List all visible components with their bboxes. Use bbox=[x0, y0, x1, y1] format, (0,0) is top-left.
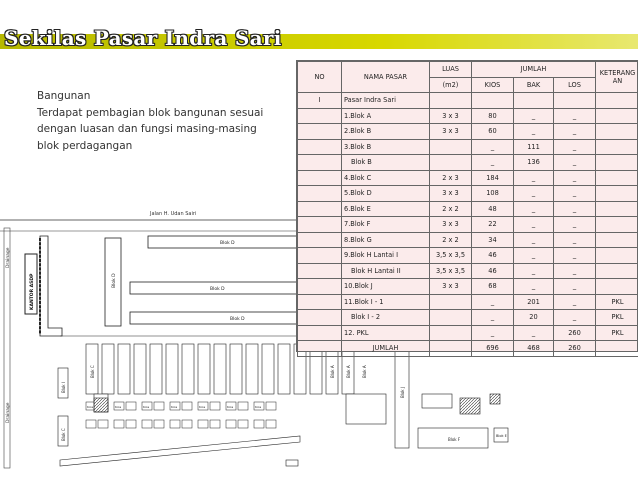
header-kios: KIOS bbox=[472, 77, 514, 93]
cell-no bbox=[298, 139, 342, 155]
cell-los: _ bbox=[554, 279, 596, 295]
cell-ket: PKL bbox=[596, 325, 638, 341]
drainage-label: Drainage bbox=[6, 247, 11, 268]
cell-kios: 46 bbox=[472, 263, 514, 279]
cell-nama: 3.Blok B bbox=[342, 139, 430, 155]
cell-luas: 3,5 x 3,5 bbox=[430, 248, 472, 264]
market-table bbox=[297, 61, 638, 357]
header-los: LOS bbox=[554, 77, 596, 93]
cell-nama: 7.Blok F bbox=[342, 217, 430, 233]
total-no bbox=[298, 341, 342, 357]
cell-ket bbox=[596, 170, 638, 186]
cell-no bbox=[298, 325, 342, 341]
cell-kios: _ bbox=[472, 139, 514, 155]
total-luas bbox=[430, 341, 472, 357]
cell-los: _ bbox=[554, 124, 596, 140]
office-label: KANTOR ASDP bbox=[30, 273, 35, 310]
cell-ket bbox=[596, 139, 638, 155]
cell-bak: _ bbox=[514, 124, 554, 140]
cell-los: _ bbox=[554, 232, 596, 248]
table-row bbox=[298, 232, 638, 248]
table-row bbox=[298, 263, 638, 279]
cell-ket bbox=[596, 279, 638, 295]
cell-no: I bbox=[298, 93, 342, 109]
cell-ket: PKL bbox=[596, 310, 638, 326]
cell-luas: 2 x 2 bbox=[430, 201, 472, 217]
cell-nama: Blok H Lantai II bbox=[342, 263, 430, 279]
table-row bbox=[298, 217, 638, 233]
cell-no bbox=[298, 186, 342, 202]
slide-title: Sekilas Pasar Indra Sari bbox=[4, 26, 282, 50]
cell-los: _ bbox=[554, 139, 596, 155]
cell-kios: 184 bbox=[472, 170, 514, 186]
cell-luas bbox=[430, 155, 472, 171]
cell-kios: _ bbox=[472, 294, 514, 310]
header-no: NO bbox=[298, 62, 342, 93]
cell-bak bbox=[514, 93, 554, 109]
cell-bak: _ bbox=[514, 263, 554, 279]
market-table-container bbox=[296, 60, 638, 352]
body-line: Bangunan bbox=[37, 90, 91, 102]
cell-no bbox=[298, 279, 342, 295]
cell-nama: 1.Blok A bbox=[342, 108, 430, 124]
block-label: Blok C bbox=[61, 428, 66, 441]
cell-los: _ bbox=[554, 217, 596, 233]
cell-bak: 111 bbox=[514, 139, 554, 155]
cell-luas: 2 x 2 bbox=[430, 232, 472, 248]
cell-no bbox=[298, 232, 342, 248]
lot-label: Kios bbox=[255, 405, 262, 409]
cell-luas bbox=[430, 139, 472, 155]
cell-nama: Pasar Indra Sari bbox=[342, 93, 430, 109]
header-keterangan: KETERANG AN bbox=[596, 62, 638, 93]
total-bak: 468 bbox=[514, 341, 554, 357]
cell-los: 260 bbox=[554, 325, 596, 341]
cell-no bbox=[298, 294, 342, 310]
cell-los: _ bbox=[554, 263, 596, 279]
cell-los: _ bbox=[554, 155, 596, 171]
cell-luas: 3,5 x 3,5 bbox=[430, 263, 472, 279]
cell-nama: 2.Blok B bbox=[342, 124, 430, 140]
lot-label: Kios bbox=[227, 405, 234, 409]
cell-ket bbox=[596, 108, 638, 124]
cell-los: _ bbox=[554, 108, 596, 124]
block-label: Blok I bbox=[61, 381, 66, 393]
lot-label: Kios bbox=[87, 405, 94, 409]
cell-luas: 3 x 3 bbox=[430, 186, 472, 202]
block-label: Blok A bbox=[330, 365, 335, 378]
cell-kios: 80 bbox=[472, 108, 514, 124]
table-row bbox=[298, 186, 638, 202]
cell-kios: 60 bbox=[472, 124, 514, 140]
cell-no bbox=[298, 217, 342, 233]
cell-ket bbox=[596, 124, 638, 140]
cell-ket bbox=[596, 248, 638, 264]
header-bak: BAK bbox=[514, 77, 554, 93]
header-luas: LUAS bbox=[430, 62, 472, 78]
cell-luas: 3 x 3 bbox=[430, 279, 472, 295]
lot-label: Kios bbox=[143, 405, 150, 409]
cell-nama: 6.Blok E bbox=[342, 201, 430, 217]
cell-bak: 20 bbox=[514, 310, 554, 326]
cell-kios: 46 bbox=[472, 248, 514, 264]
cell-ket bbox=[596, 201, 638, 217]
block-label: Blok D bbox=[210, 287, 225, 292]
cell-luas bbox=[430, 294, 472, 310]
cell-los: _ bbox=[554, 248, 596, 264]
table-row bbox=[298, 170, 638, 186]
cell-bak: _ bbox=[514, 248, 554, 264]
table-row bbox=[298, 155, 638, 171]
cell-ket bbox=[596, 232, 638, 248]
table-row bbox=[298, 124, 638, 140]
total-label: JUMLAH bbox=[342, 341, 430, 357]
cell-bak: _ bbox=[514, 170, 554, 186]
table-body bbox=[298, 93, 638, 341]
cell-ket bbox=[596, 155, 638, 171]
cell-no bbox=[298, 248, 342, 264]
cell-no bbox=[298, 170, 342, 186]
cell-los bbox=[554, 93, 596, 109]
cell-luas: 2 x 3 bbox=[430, 170, 472, 186]
cell-no bbox=[298, 155, 342, 171]
total-kios: 696 bbox=[472, 341, 514, 357]
block-label: Blok A bbox=[362, 365, 367, 378]
header-nama: NAMA PASAR bbox=[342, 62, 430, 93]
cell-luas: 3 x 3 bbox=[430, 217, 472, 233]
cell-kios: _ bbox=[472, 155, 514, 171]
cell-ket bbox=[596, 263, 638, 279]
cell-kios: _ bbox=[472, 325, 514, 341]
cell-bak: _ bbox=[514, 186, 554, 202]
cell-bak: _ bbox=[514, 232, 554, 248]
table-row bbox=[298, 108, 638, 124]
cell-nama: 11.Blok I - 1 bbox=[342, 294, 430, 310]
table-total-row bbox=[298, 341, 638, 357]
block-label: Blok F bbox=[448, 437, 461, 442]
cell-nama: Blok I - 2 bbox=[342, 310, 430, 326]
lot-label: Kios bbox=[199, 405, 206, 409]
table-row bbox=[298, 294, 638, 310]
drainage-label: Drainage bbox=[6, 402, 11, 423]
cell-nama: 5.Blok D bbox=[342, 186, 430, 202]
header-jumlah: JUMLAH bbox=[472, 62, 596, 78]
cell-kios: 22 bbox=[472, 217, 514, 233]
cell-no bbox=[298, 108, 342, 124]
cell-nama: 9.Blok H Lantai I bbox=[342, 248, 430, 264]
cell-nama: 10.Blok J bbox=[342, 279, 430, 295]
cell-los: _ bbox=[554, 170, 596, 186]
cell-nama: Blok B bbox=[342, 155, 430, 171]
cell-los: _ bbox=[554, 201, 596, 217]
total-los: 260 bbox=[554, 341, 596, 357]
cell-kios: 34 bbox=[472, 232, 514, 248]
cell-ket: PKL bbox=[596, 294, 638, 310]
cell-bak: _ bbox=[514, 325, 554, 341]
cell-luas: 3 x 3 bbox=[430, 108, 472, 124]
cell-kios: _ bbox=[472, 310, 514, 326]
block-label: Blok J bbox=[400, 386, 405, 398]
cell-los: _ bbox=[554, 310, 596, 326]
table-row bbox=[298, 93, 638, 109]
cell-bak: 136 bbox=[514, 155, 554, 171]
cell-luas: 3 x 3 bbox=[430, 124, 472, 140]
cell-nama: 8.Blok G bbox=[342, 232, 430, 248]
table-row bbox=[298, 310, 638, 326]
cell-bak: _ bbox=[514, 201, 554, 217]
total-ket bbox=[596, 341, 638, 357]
body-text bbox=[37, 88, 277, 154]
cell-kios: 48 bbox=[472, 201, 514, 217]
block-label: Blok D bbox=[230, 317, 245, 322]
body-line: Terdapat pembagian blok bangunan sesuai bbox=[37, 106, 264, 119]
table-row bbox=[298, 201, 638, 217]
cell-luas bbox=[430, 310, 472, 326]
cell-kios: 68 bbox=[472, 279, 514, 295]
cell-kios bbox=[472, 93, 514, 109]
header-luas-unit: (m2) bbox=[430, 77, 472, 93]
cell-ket bbox=[596, 217, 638, 233]
table-row bbox=[298, 279, 638, 295]
cell-bak: _ bbox=[514, 279, 554, 295]
body-line: dengan luasan dan fungsi masing-masing bbox=[37, 123, 257, 135]
block-label: Blok D bbox=[112, 273, 117, 288]
cell-ket bbox=[596, 93, 638, 109]
cell-los: _ bbox=[554, 294, 596, 310]
block-label: Blok A bbox=[346, 365, 351, 378]
cell-no bbox=[298, 310, 342, 326]
cell-no bbox=[298, 124, 342, 140]
cell-nama: 12. PKL bbox=[342, 325, 430, 341]
cell-ket bbox=[596, 186, 638, 202]
cell-los: _ bbox=[554, 186, 596, 202]
table-row bbox=[298, 325, 638, 341]
cell-no bbox=[298, 263, 342, 279]
block-label: Blok D bbox=[220, 241, 235, 246]
lot-label: Kios bbox=[115, 405, 122, 409]
cell-bak: _ bbox=[514, 108, 554, 124]
body-line: blok perdagangan bbox=[37, 139, 133, 152]
cell-luas bbox=[430, 93, 472, 109]
cell-bak: _ bbox=[514, 217, 554, 233]
table-row bbox=[298, 139, 638, 155]
cell-nama: 4.Blok C bbox=[342, 170, 430, 186]
block-label: Blok E bbox=[496, 434, 507, 438]
cell-bak: 201 bbox=[514, 294, 554, 310]
cell-no bbox=[298, 201, 342, 217]
table-row bbox=[298, 248, 638, 264]
cell-luas bbox=[430, 325, 472, 341]
street-label: Jalan H. Udan Sairi bbox=[150, 211, 197, 217]
block-label: Blok C bbox=[90, 365, 95, 378]
cell-kios: 108 bbox=[472, 186, 514, 202]
lot-label: Kios bbox=[171, 405, 178, 409]
